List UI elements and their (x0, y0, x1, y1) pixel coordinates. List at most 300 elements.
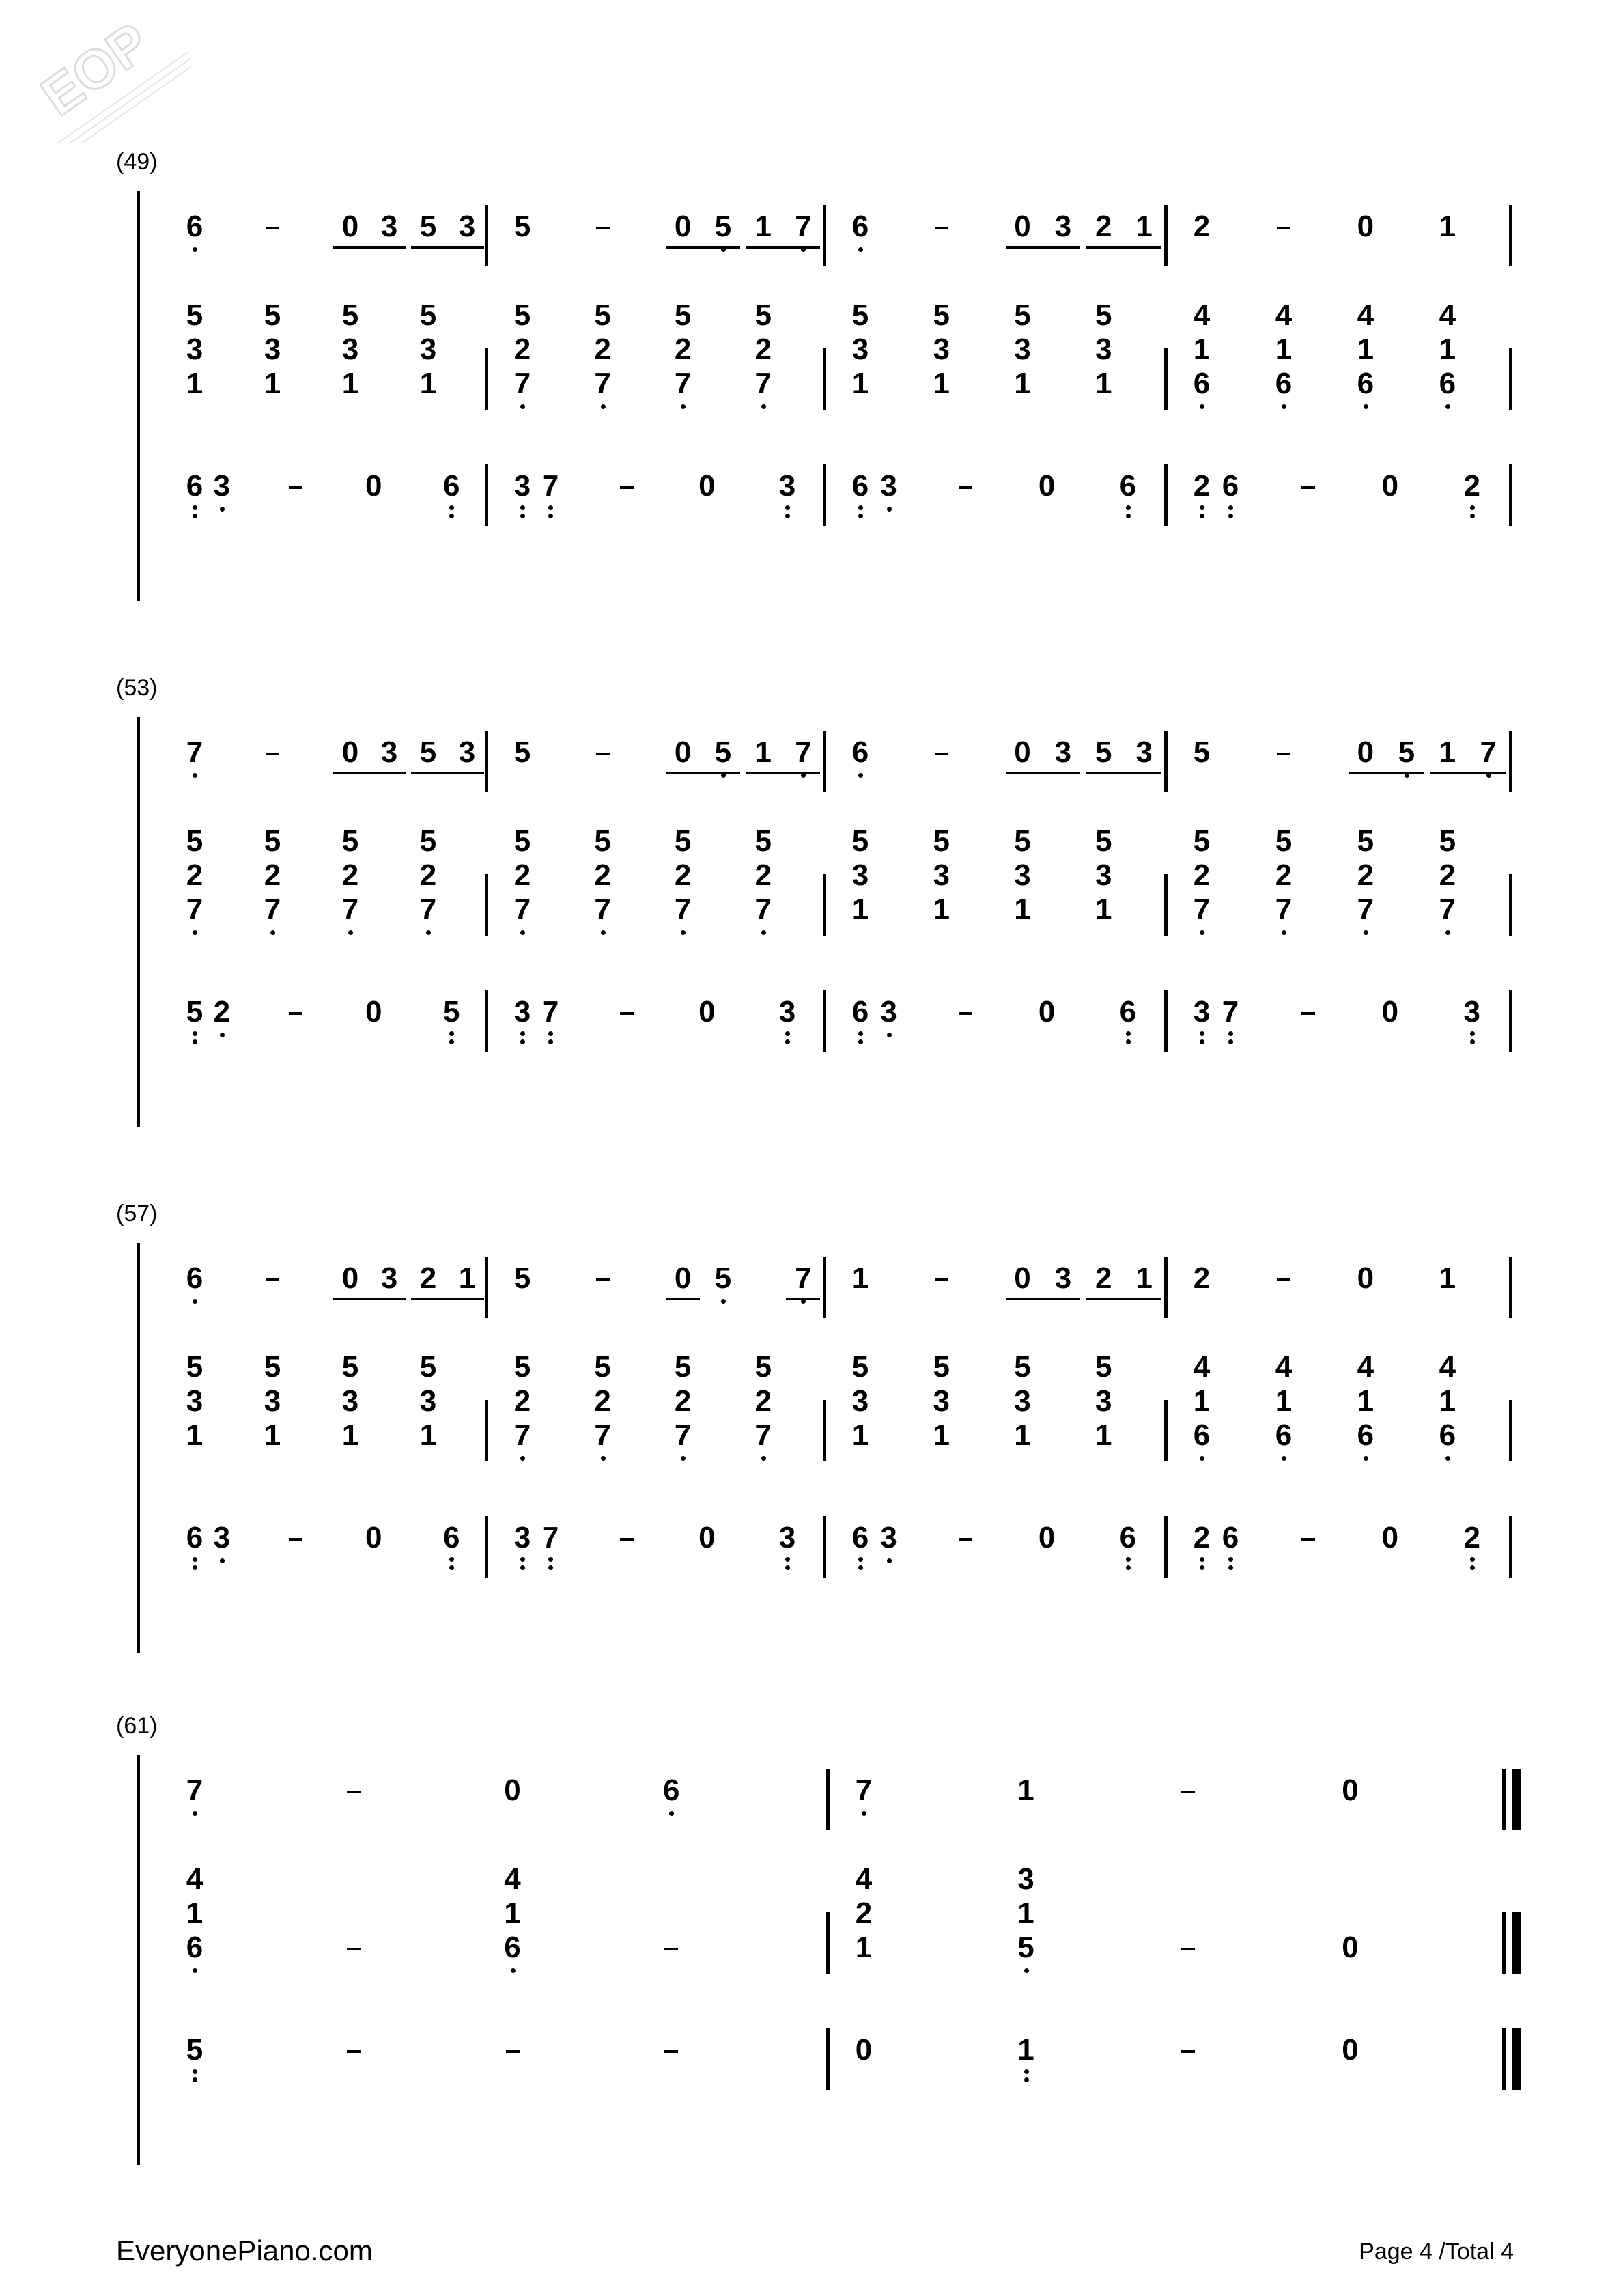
chord-note: 5 (933, 824, 950, 858)
chord-note: 2 (754, 858, 772, 892)
low-octave-dot (449, 1565, 454, 1570)
low-octave-dot (1364, 404, 1368, 409)
barline (485, 1516, 488, 1578)
chord-note: 1 (1095, 1418, 1112, 1452)
chord-note: 3 (1095, 1384, 1112, 1418)
bass-note: 0 (1381, 995, 1399, 1028)
chord-note: 7 (1275, 893, 1293, 926)
chord-note: 3 (341, 1384, 359, 1418)
final-barline-thick (1512, 1912, 1521, 1974)
chord-note: 5 (1014, 298, 1031, 332)
chord-note: 1 (1095, 893, 1112, 926)
melody-note: 0 (341, 1261, 359, 1295)
chord-note: 7 (754, 893, 772, 926)
chord-note: 3 (419, 1384, 437, 1418)
bass-note: 3 (1463, 995, 1481, 1028)
chord-note: 3 (933, 1384, 950, 1418)
barline (485, 348, 488, 410)
barline (485, 205, 488, 266)
chord-note: 4 (855, 1862, 873, 1896)
chord-note: 3 (419, 333, 437, 366)
barline (1509, 1257, 1512, 1318)
chord-note: 4 (1275, 298, 1293, 332)
chord-note: 7 (513, 367, 531, 400)
low-octave-dot (1024, 2077, 1029, 2082)
bass-note: 0 (365, 469, 382, 503)
chord-note: 1 (264, 367, 281, 400)
melody-note: 2 (1193, 1261, 1211, 1295)
low-octave-dot (887, 1033, 892, 1037)
low-octave-dot (1200, 514, 1204, 518)
chord-note: 2 (1357, 858, 1374, 892)
bass-note: 6 (186, 469, 203, 503)
chord-note: 1 (1193, 1384, 1211, 1418)
low-octave-dot (193, 2077, 197, 2082)
low-octave-dot (862, 1811, 866, 1816)
low-octave-dot (1470, 505, 1475, 510)
chord-note: 5 (1014, 824, 1031, 858)
low-octave-dot (220, 1558, 225, 1563)
low-octave-dot (193, 1299, 197, 1304)
low-octave-dot (1364, 1456, 1368, 1461)
chord-note: 2 (855, 1896, 873, 1930)
beam-underline (786, 1298, 820, 1300)
chord-note: 5 (594, 298, 611, 332)
dash-mark (620, 1012, 634, 1015)
chord-note: 1 (1275, 1384, 1293, 1418)
chord-note: 2 (1439, 858, 1456, 892)
chord-note: 4 (1193, 1350, 1211, 1384)
melody-note: 5 (714, 736, 732, 769)
eop-logo (14, 7, 191, 143)
melody-note: 6 (186, 210, 203, 243)
chord-note: 5 (851, 1350, 869, 1384)
chord-note: 1 (933, 367, 950, 400)
bass-note: 0 (1038, 995, 1056, 1028)
low-octave-dot (220, 1033, 225, 1037)
beam-underline (333, 772, 406, 774)
beam-underline (746, 246, 821, 249)
low-octave-dot (858, 1039, 863, 1044)
low-octave-dot (520, 1565, 525, 1570)
chord-note: 3 (933, 858, 950, 892)
chord-note: 6 (1193, 367, 1211, 400)
chord-note: 2 (513, 858, 531, 892)
dash-mark (1277, 227, 1290, 229)
melody-note: 0 (1014, 210, 1031, 243)
beam-underline (1430, 772, 1506, 774)
low-octave-dot (1200, 1039, 1204, 1044)
chord-note: 5 (754, 298, 772, 332)
dash-mark (266, 227, 279, 229)
low-octave-dot (193, 1968, 197, 1973)
chord-note: 7 (594, 1418, 611, 1452)
chord-note: 2 (674, 858, 692, 892)
low-octave-dot (681, 404, 686, 409)
melody-note: 5 (1398, 736, 1415, 769)
bass-note: 3 (880, 469, 897, 503)
low-octave-dot (1282, 930, 1286, 935)
low-octave-dot (193, 505, 197, 510)
chord-note: 5 (1014, 1350, 1031, 1384)
dash-mark (1181, 1791, 1195, 1793)
melody-note: 5 (513, 736, 531, 769)
chord-note: 5 (419, 1350, 437, 1384)
chord-note: 6 (504, 1931, 521, 1964)
low-octave-dot (1228, 1031, 1233, 1036)
chord-note: 7 (513, 893, 531, 926)
chord-note: 1 (1439, 333, 1456, 366)
dash-mark (596, 227, 610, 229)
low-octave-dot (193, 1557, 197, 1562)
chord-note: 1 (933, 893, 950, 926)
chord-note: 3 (264, 1384, 281, 1418)
low-octave-dot (1282, 1456, 1286, 1461)
low-octave-dot (1445, 930, 1450, 935)
melody-note: 3 (458, 210, 476, 243)
final-barline-thick (1512, 1769, 1521, 1830)
low-octave-dot (520, 1031, 525, 1036)
chord-note: 6 (1275, 367, 1293, 400)
low-octave-dot (1470, 514, 1475, 518)
barline (1164, 348, 1168, 410)
low-octave-dot (858, 247, 863, 252)
bass-note: 2 (1463, 1521, 1481, 1554)
barline (485, 464, 488, 526)
chord-note: 5 (1095, 824, 1112, 858)
chord-note: 7 (419, 893, 437, 926)
low-octave-dot (785, 505, 790, 510)
barline (485, 1257, 488, 1318)
low-octave-dot (511, 1968, 516, 1973)
dash-mark (935, 1278, 948, 1281)
bass-note: 0 (1342, 2033, 1359, 2067)
bass-note: 0 (698, 469, 716, 503)
low-octave-dot (520, 505, 525, 510)
melody-note: 1 (1439, 1261, 1456, 1295)
melody-note: 7 (186, 736, 203, 769)
chord-note: 7 (674, 893, 692, 926)
chord-note: 1 (1439, 1384, 1456, 1418)
chord-note: 1 (1357, 1384, 1374, 1418)
low-octave-dot (449, 1039, 454, 1044)
dash-mark (1181, 2050, 1195, 2053)
melody-note: 3 (1054, 1261, 1072, 1295)
barline (1164, 990, 1168, 1052)
low-octave-dot (858, 773, 863, 778)
dash-mark (664, 2050, 678, 2053)
chord-note: 5 (419, 298, 437, 332)
barline (1164, 1257, 1168, 1318)
chord-note: 3 (851, 858, 869, 892)
low-octave-dot (858, 514, 863, 518)
low-octave-dot (887, 1558, 892, 1563)
low-octave-dot (1200, 1456, 1204, 1461)
bass-note: 0 (365, 1521, 382, 1554)
system-bracket (137, 191, 140, 601)
bass-note: 0 (1381, 469, 1399, 503)
low-octave-dot (1200, 930, 1204, 935)
chord-note: 4 (1439, 298, 1456, 332)
chord-note: 3 (1017, 1862, 1034, 1896)
chord-note: 2 (674, 333, 692, 366)
low-octave-dot (193, 247, 197, 252)
beam-underline (411, 1298, 484, 1300)
chord-note: 3 (1095, 858, 1112, 892)
chord-note: 6 (1357, 1418, 1374, 1452)
barline (823, 990, 826, 1052)
melody-note: 7 (795, 1261, 812, 1295)
bass-note: 2 (1463, 469, 1481, 503)
melody-note: 3 (380, 210, 398, 243)
barline (823, 1257, 826, 1318)
barline (1509, 348, 1512, 410)
low-octave-dot (193, 1031, 197, 1036)
beam-underline (333, 1298, 406, 1300)
melody-note: 5 (1193, 736, 1211, 769)
chord-note: 7 (513, 1418, 531, 1452)
chord-note: 5 (933, 298, 950, 332)
low-octave-dot (761, 930, 766, 935)
low-octave-dot (193, 2069, 197, 2074)
barline (485, 990, 488, 1052)
beam-underline (411, 246, 484, 249)
beam-underline (666, 772, 740, 774)
melody-note: 1 (754, 210, 772, 243)
bass-note: 6 (442, 469, 460, 503)
beam-underline (1349, 772, 1424, 774)
chord-note: 2 (594, 333, 611, 366)
bass-note: 3 (880, 1521, 897, 1554)
low-octave-dot (1470, 1039, 1475, 1044)
melody-note: 0 (674, 210, 692, 243)
measure-number: (49) (116, 149, 158, 175)
beam-underline (411, 772, 484, 774)
low-octave-dot (887, 507, 892, 512)
chord-note: 1 (855, 1931, 873, 1964)
chord-note: 5 (341, 1350, 359, 1384)
low-octave-dot (520, 1557, 525, 1562)
melody-note: 3 (1054, 210, 1072, 243)
chord-note: 3 (186, 1384, 203, 1418)
melody-note: 2 (1095, 1261, 1112, 1295)
chord-note: 6 (1439, 367, 1456, 400)
low-octave-dot (1126, 1565, 1131, 1570)
dash-mark (1301, 1538, 1315, 1541)
bass-note: 1 (1017, 2033, 1034, 2067)
melody-note: 7 (186, 1774, 203, 1807)
bass-note: 7 (1222, 995, 1239, 1028)
melody-note: 3 (380, 1261, 398, 1295)
dash-mark (347, 1791, 361, 1793)
barline (1164, 1400, 1168, 1461)
bass-note: 6 (1222, 469, 1239, 503)
melody-note: 1 (1439, 736, 1456, 769)
low-octave-dot (1126, 1557, 1131, 1562)
bass-note: 5 (442, 995, 460, 1028)
low-octave-dot (348, 930, 353, 935)
chord-note: 7 (264, 893, 281, 926)
barline (823, 205, 826, 266)
low-octave-dot (193, 1565, 197, 1570)
melody-note: 0 (504, 1774, 521, 1807)
svg-text:EOP: EOP (30, 11, 160, 128)
chord-note: 3 (264, 333, 281, 366)
barline (1509, 205, 1512, 266)
chord-note: 1 (1275, 333, 1293, 366)
page-number: Page 4 /Total 4 (1359, 2239, 1514, 2265)
bass-note: 2 (1193, 1521, 1211, 1554)
bass-note: 0 (855, 2033, 873, 2067)
low-octave-dot (1228, 1039, 1233, 1044)
system-bracket (137, 1755, 140, 2165)
chord-note: 2 (419, 858, 437, 892)
chord-note: 2 (674, 1384, 692, 1418)
bass-note: 6 (1119, 995, 1137, 1028)
low-octave-dot (1470, 1565, 1475, 1570)
low-octave-dot (1228, 505, 1233, 510)
dash-mark (289, 1012, 302, 1015)
melody-note: 1 (1135, 1261, 1153, 1295)
barline (1509, 731, 1512, 792)
low-octave-dot (601, 930, 606, 935)
melody-note: 7 (795, 210, 812, 243)
barline (1164, 731, 1168, 792)
chord-note: 6 (1439, 1418, 1456, 1452)
melody-note: 5 (1095, 736, 1112, 769)
chord-note: 2 (594, 858, 611, 892)
final-barline-thick (1512, 2028, 1521, 2090)
barline (1509, 1516, 1512, 1578)
chord-note: 1 (341, 367, 359, 400)
chord-note: 4 (186, 1862, 203, 1896)
bass-note: 3 (213, 1521, 231, 1554)
chord-note: 5 (513, 1350, 531, 1384)
chord-note: 6 (186, 1931, 203, 1964)
measure-number: (57) (116, 1201, 158, 1227)
barline (1509, 1400, 1512, 1461)
chord-note: 3 (851, 1384, 869, 1418)
chord-note: 1 (1017, 1896, 1034, 1930)
low-octave-dot (858, 1031, 863, 1036)
chord-note: 5 (674, 1350, 692, 1384)
low-octave-dot (520, 1039, 525, 1044)
bass-note: 3 (513, 1521, 531, 1554)
low-octave-dot (548, 514, 553, 518)
low-octave-dot (1445, 1456, 1450, 1461)
dash-mark (347, 2050, 361, 2053)
chord-note: 5 (264, 824, 281, 858)
chord-note: 5 (594, 824, 611, 858)
low-octave-dot (1470, 1031, 1475, 1036)
chord-note: 1 (1095, 367, 1112, 400)
low-octave-dot (548, 1031, 553, 1036)
dash-mark (1181, 1948, 1195, 1950)
bass-note: 6 (851, 1521, 869, 1554)
low-octave-dot (449, 1031, 454, 1036)
low-octave-dot (1470, 1557, 1475, 1562)
melody-note: 7 (795, 736, 812, 769)
chord-note: 2 (186, 858, 203, 892)
melody-note: 0 (674, 736, 692, 769)
chord-note: 5 (513, 824, 531, 858)
chord-note: 7 (1439, 893, 1456, 926)
chord-note: 7 (674, 367, 692, 400)
dash-mark (289, 1538, 302, 1541)
final-barline-thin (1502, 2028, 1506, 2090)
melody-note: 6 (851, 210, 869, 243)
chord-note: 1 (1014, 367, 1031, 400)
chord-note: 2 (513, 333, 531, 366)
melody-note: 3 (1135, 736, 1153, 769)
barline (1509, 464, 1512, 526)
beam-underline (1006, 772, 1080, 774)
chord-note: 5 (594, 1350, 611, 1384)
beam-underline (666, 246, 740, 249)
low-octave-dot (426, 930, 431, 935)
chord-note: 4 (1439, 1350, 1456, 1384)
barline (1164, 464, 1168, 526)
bass-note: 6 (851, 469, 869, 503)
beam-underline (1086, 1298, 1161, 1300)
chord-note: 5 (851, 824, 869, 858)
low-octave-dot (193, 1039, 197, 1044)
melody-note: 0 (341, 736, 359, 769)
dash-mark (1301, 1012, 1315, 1015)
chord-note: 3 (186, 333, 203, 366)
bass-note: 3 (778, 469, 796, 503)
chord-note: 4 (1357, 1350, 1374, 1384)
low-octave-dot (858, 1557, 863, 1562)
chord-note: 5 (419, 824, 437, 858)
chord-note: 1 (1014, 1418, 1031, 1452)
bass-note: 3 (213, 469, 231, 503)
melody-note: 2 (419, 1261, 437, 1295)
low-octave-dot (1200, 404, 1204, 409)
dash-mark (596, 1278, 610, 1281)
chord-note: 7 (594, 893, 611, 926)
dash-mark (266, 753, 279, 755)
melody-note: 5 (419, 736, 437, 769)
low-octave-dot (1364, 930, 1368, 935)
site-url[interactable]: EveryonePiano.com (116, 2235, 373, 2267)
bass-note: 6 (442, 1521, 460, 1554)
chord-note: 5 (341, 298, 359, 332)
chord-note: 5 (674, 824, 692, 858)
melody-note: 2 (1095, 210, 1112, 243)
low-octave-dot (1200, 1565, 1204, 1570)
low-octave-dot (449, 514, 454, 518)
low-octave-dot (449, 1557, 454, 1562)
melody-note: 5 (714, 1261, 732, 1295)
bass-note: 5 (186, 2033, 203, 2067)
system-bracket (137, 717, 140, 1127)
dash-mark (620, 1538, 634, 1541)
barline (823, 731, 826, 792)
dash-mark (664, 1948, 678, 1950)
low-octave-dot (193, 514, 197, 518)
melody-note: 0 (1014, 736, 1031, 769)
melody-note: 0 (1342, 1774, 1359, 1807)
low-octave-dot (548, 1039, 553, 1044)
low-octave-dot (548, 1565, 553, 1570)
chord-note: 5 (1095, 1350, 1112, 1384)
chord-note: 5 (851, 298, 869, 332)
bass-note: 0 (1038, 469, 1056, 503)
chord-note: 5 (264, 1350, 281, 1384)
low-octave-dot (548, 505, 553, 510)
chord-note: 1 (851, 1418, 869, 1452)
